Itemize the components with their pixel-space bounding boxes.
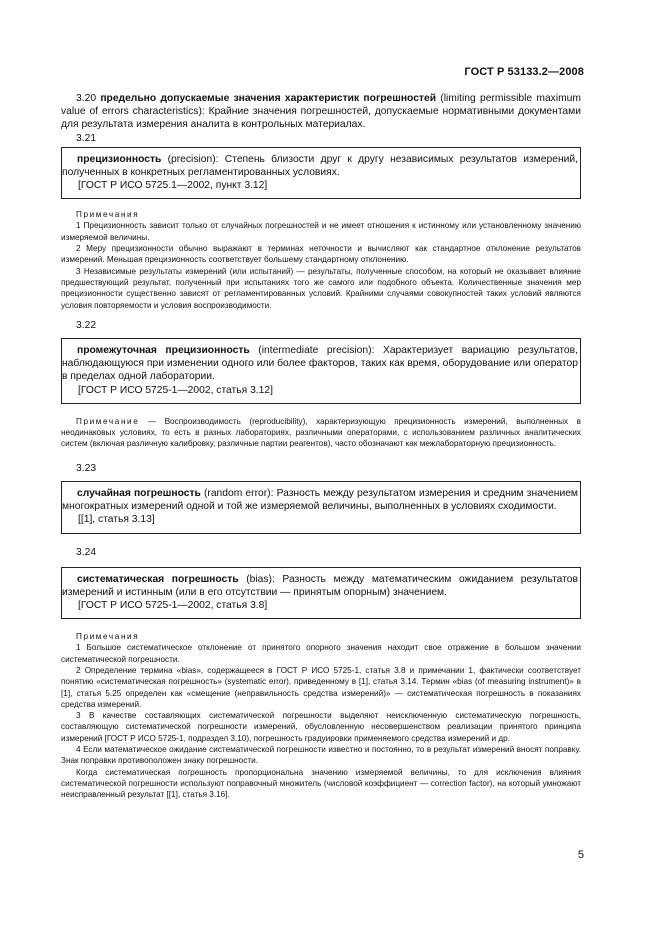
term-box-3-23 (61, 481, 581, 534)
term-definition: (bias): Разность между математическим ожиданием результатов измерений и истинным (или в его отсутствии — принятым опорным) значением. (62, 573, 578, 598)
term-number: 3.20 (76, 93, 97, 104)
term-3-23 (62, 487, 580, 513)
term-source: [ГОСТ Р ИСО 5725.1—2002, пункт 3.12] (78, 180, 268, 192)
note-item: 2 Определение термина «bias», содержащееся в ГОСТ Р ИСО 5725-1, статья 3.8 и примечании 1, фактически соответствует понятию «систематическая погрешность» (systematic error), приведенному в [1], статья 3.14. Термин «bias (of measuring instrument)» в [1], статья 5.25 определен как «смещение (неправильность средства измерений)» — систематическая погрешность в показаниях средства измерений. (61, 665, 581, 709)
term-number-3-22: 3.22 (76, 319, 97, 331)
term-number-3-21: 3.21 (76, 132, 97, 144)
term-title: предельно допускаемые значения характеристик погрешностей (100, 93, 437, 104)
note-item: 4 Если математическое ожидание систематической погрешности известно и постоянно, то в результат измерений вносят поправку. Знак поправки противоположен знаку погрешности. (61, 745, 581, 766)
term-title: случайная погрешность (77, 487, 201, 499)
document-code-header: ГОСТ Р 53133.2—2008 (464, 66, 584, 78)
term-box-3-22 (61, 338, 581, 404)
note-label: Примечание (76, 416, 140, 426)
note-item: 3 В качестве составляющих систематической погрешности выделяют неисключенную систематическую погрешность, составляющую систематической погрешности измерений, обусловленную несовершенством реализации принятого принципа измерений [ГОСТ Р ИСО 5725-1, подраздел 3.10), погрешность градуировки применяемого средства измерений и др. (61, 711, 581, 743)
term-definition: (precision): Степень близости друг к другу независимых результатов измерений, полученных в конкретных регламентированных условиях. (62, 153, 578, 179)
term-definition: (intermediate precision): Характеризует вариацию результатов, наблюдающуюся при изменении одного или более факторов, таких как время, оборудование или оператор в пределах одной лаборатории. (62, 345, 578, 383)
term-definition: (limiting permissible maximum value of errors characteristics): Крайние значения погрешностей, допускаемые нормативными документами для результата измерения аналита в контрольных материалах. (61, 93, 581, 131)
document-body (61, 92, 581, 800)
term-number-3-24: 3.24 (76, 546, 97, 558)
note-item: 3 Независимые результаты измерений (или испытаний) — результаты, полученные способом, на который не оказывает влияние предшествующий результат, полученный при испытаниях того же самого или подобного объекта. Количественные значения мер прецизионности существенно зависят от регламентированных условий. Крайними случаями совокупностей таких условий являются условия повторяемости и условия воспроизводимости. (61, 266, 581, 310)
term-box-3-21 (61, 147, 581, 200)
term-definition: (random error): Разность между результатом измерения и средним значением многократных измерений одной и той же измеряемой величины, выполненных в условиях сходимости. (62, 487, 579, 513)
term-source: [[1], статья 3.13] (78, 514, 155, 526)
note-item: 1 Большое систематическое отклонение от принятого опорного значения находит свое отражение в большом значении систематической погрешности. (61, 643, 581, 664)
term-number-3-23: 3.23 (76, 462, 97, 474)
page-number: 5 (577, 849, 584, 861)
note-3-22 (61, 416, 581, 450)
notes-title-3-21: Примечания (76, 210, 140, 220)
term-source: [ГОСТ Р ИСО 5725-1—2002, статья 3.12] (78, 384, 273, 396)
notes-title-3-24: Примечания (76, 632, 140, 642)
note-item: 1 Прецизионность зависит только от случайных погрешностей и не имеет отношения к истинному или установленному значению измеряемой величины. (61, 221, 581, 242)
term-title: промежуточная прецизионность (77, 345, 250, 356)
term-box-3-24 (61, 567, 581, 620)
note-item: Когда систематическая погрешность пропорциональна значению измеряемой величины, то для исключения влияния систематической погрешности используют поправочный множитель (числовой коэффициент — correction factor), на который умножают неисправленный результат [[1], статья 3.16]. (61, 767, 581, 800)
term-3-21 (62, 153, 580, 179)
term-3-24 (62, 573, 580, 599)
note-text: — Воспроизводимость (reproducibility), характеризующую прецизионность измерений, выполненных в неодинаковых условиях, то есть в разных лабораториях, различными операторами, с использованием различных аналитических систем (включая различную калибровку, различные партии реагентов), часто обозначают как межлабораторную прецизионность. (61, 416, 581, 449)
term-3-22 (62, 344, 580, 384)
note-item: 2 Меру прецизионности обычно выражают в терминах неточности и вычисляют как стандартное отклонение результатов измерений. Меньшая прецизионность соответствует большему стандартному отклонению. (61, 244, 581, 265)
term-title: прецизионность (77, 153, 162, 165)
term-3-20 (61, 92, 581, 132)
term-title: систематическая погрешность (77, 573, 239, 585)
term-source: [ГОСТ Р ИСО 5725-1—2002, статья 3.8] (78, 600, 268, 612)
